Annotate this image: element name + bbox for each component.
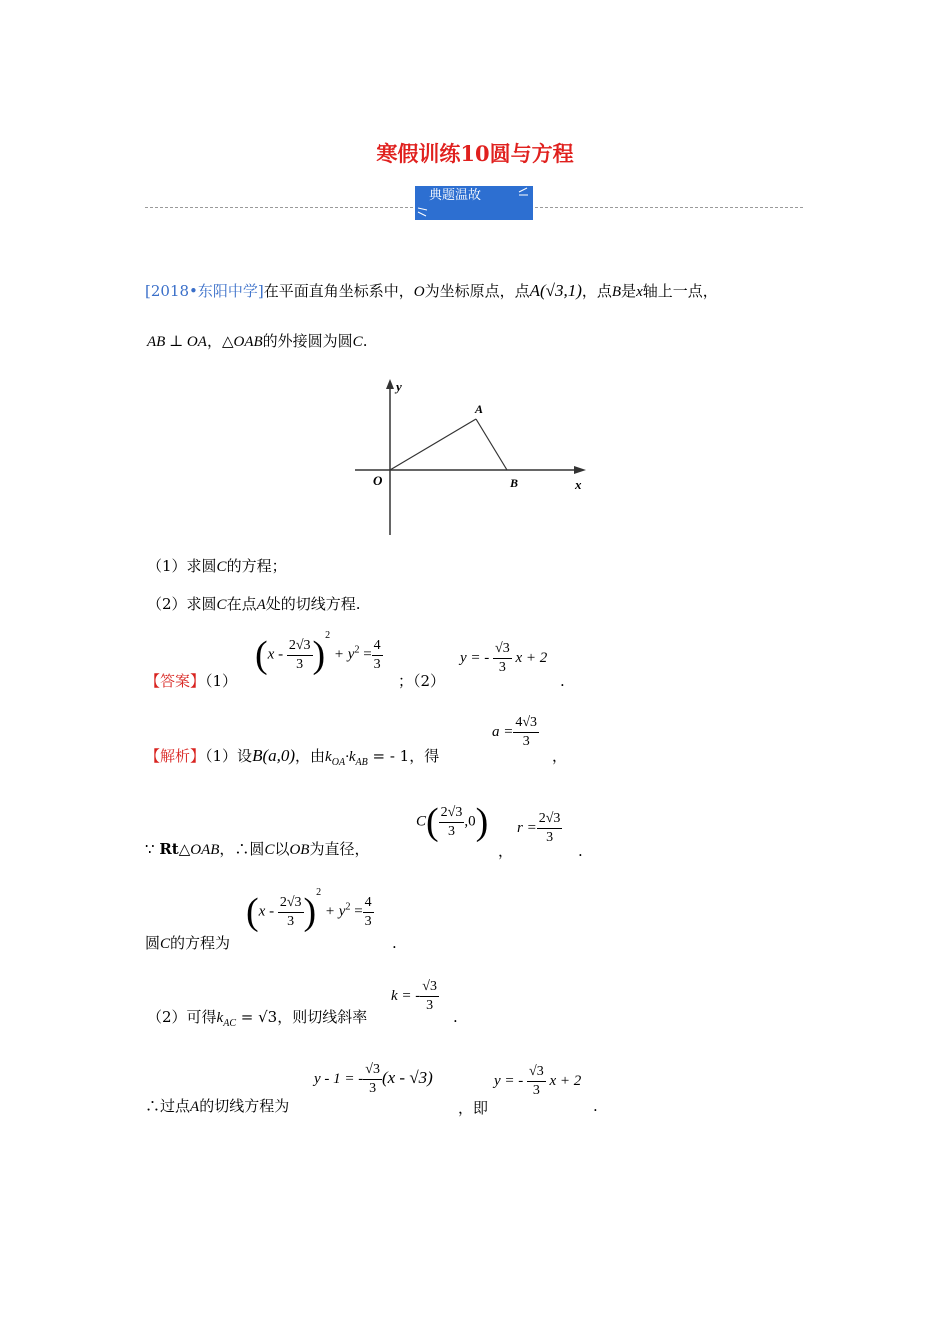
analysis-text: ∴过点 [145, 1097, 191, 1115]
numerator: √3 [363, 1061, 382, 1080]
perp-relation: AB ⊥ OA [147, 334, 207, 350]
math-text: x + 2 [515, 649, 548, 666]
answer-sep: ；（2） [398, 672, 446, 690]
math-text: = √3 [240, 1008, 278, 1026]
fraction [420, 978, 439, 1015]
var-C: C [216, 559, 227, 575]
analysis-text: ，得 [409, 747, 440, 765]
math-text: x + 2 [549, 1072, 582, 1089]
analysis-text: （1）设 [205, 747, 253, 765]
math-sub: AB [355, 757, 368, 768]
coordinate-figure [350, 375, 595, 540]
section-banner-label: 典题温故 [429, 188, 482, 203]
denominator: 3 [532, 1083, 540, 1098]
divider-left [145, 207, 413, 208]
analysis-line-3 [145, 932, 230, 953]
analysis-period: . [392, 934, 397, 952]
math-text: Rt [159, 840, 179, 858]
math-text: k = - [391, 987, 421, 1004]
point-B-label: B [510, 476, 519, 490]
analysis-text: ∵ [145, 840, 160, 858]
analysis-text: ，则切线斜率 [277, 1008, 368, 1026]
denominator: 3 [522, 734, 530, 749]
paren-close: ) [303, 891, 317, 933]
numerator: √3 [527, 1063, 546, 1082]
var-C: C [160, 936, 171, 952]
answer-label-line [145, 670, 237, 691]
paren-close: ) [475, 801, 489, 843]
answer-end: . [560, 672, 565, 690]
paren-open: ( [426, 801, 439, 843]
var-C: C [216, 597, 227, 613]
denominator: 3 [426, 998, 434, 1013]
problem-line-2 [147, 330, 367, 351]
var-C: C [352, 334, 363, 350]
analysis-comma: ， [552, 747, 568, 765]
analysis-line-2 [145, 838, 369, 859]
question-text: 的方程； [226, 557, 287, 575]
paren-open: ( [255, 634, 268, 676]
denominator: 3 [373, 656, 381, 672]
math-sub: AC [223, 1018, 236, 1029]
problem-line-1 [145, 280, 718, 301]
x-axis-label: x [575, 477, 582, 492]
question-text: 在点 [226, 595, 257, 613]
paren-close: ) [312, 634, 326, 676]
analysis-period: . [578, 842, 583, 860]
var-OB: OB [289, 842, 310, 858]
answer-equation-2 [460, 640, 547, 677]
fraction [537, 810, 563, 847]
math-text: r = [517, 819, 537, 836]
denominator: 3 [296, 656, 304, 672]
analysis-text: ，由 [295, 747, 326, 765]
radius-r [517, 810, 562, 847]
numerator: √3 [493, 640, 512, 659]
answer-text: （1） [205, 672, 238, 690]
denominator: 3 [287, 913, 295, 929]
divider-right [535, 207, 803, 208]
question-1 [147, 555, 287, 576]
math-text: y = - [460, 649, 490, 666]
fraction [287, 637, 313, 674]
segment-OA [390, 419, 476, 470]
point-A-label: A [475, 402, 484, 416]
math-text: = [363, 646, 372, 663]
question-text: （1）求圆 [147, 557, 217, 575]
numerator: 2√3 [278, 894, 304, 913]
circle-equation: (x - $\frac{2√3}{3}$ )$^2 + y^2$ = $\frac{4}{3}$ [246, 887, 372, 933]
math-text: ·k [345, 749, 356, 765]
denominator: 3 [546, 830, 554, 845]
numerator: 2√3 [287, 637, 313, 656]
origin-label: O [373, 473, 383, 488]
numerator: 2√3 [537, 810, 563, 829]
problem-text: 在平面直角坐标系中， [263, 282, 414, 300]
triangle-OAB: △OAB [221, 334, 263, 350]
analysis-label: 【解析】 [145, 747, 206, 765]
analysis-line-4 [147, 1006, 367, 1029]
problem-source: [2018•东阳中学] [145, 282, 264, 300]
section-banner [415, 186, 533, 220]
var-B: B [611, 284, 622, 300]
problem-text: 轴上一点， [642, 282, 718, 300]
analysis-text: ，即 [458, 1099, 489, 1117]
fraction [372, 637, 383, 674]
denominator: 3 [369, 1081, 377, 1096]
var-x: x [636, 284, 643, 300]
analysis-text: 圆 [145, 934, 161, 952]
problem-text: 是 [621, 282, 637, 300]
fraction [278, 894, 304, 931]
tangent-equation-1 [314, 1061, 433, 1098]
math-text: C [416, 813, 427, 830]
var-A: A [256, 597, 266, 613]
math-sub: OA [331, 757, 346, 768]
analysis-line-1 [145, 745, 439, 768]
fraction [527, 1063, 546, 1100]
slope-k [391, 978, 439, 1015]
denominator: 3 [364, 913, 372, 929]
question-2 [147, 593, 361, 614]
analysis-text: ，∴圆 [219, 840, 265, 858]
math-text: k [216, 1010, 224, 1026]
var-O: O [413, 284, 425, 300]
x-axis-arrow-icon [574, 466, 586, 474]
denominator: 3 [498, 660, 506, 675]
analysis-period: . [593, 1097, 598, 1115]
y-axis-label: y [396, 379, 402, 394]
problem-text: 的外接圆为圆 [262, 332, 353, 350]
math-text: = - 1 [372, 747, 410, 765]
fraction [493, 640, 512, 677]
fraction [363, 894, 374, 931]
analysis-text: 的切线方程为 [199, 1097, 290, 1115]
numerator: 2√3 [439, 804, 465, 823]
math-text: x - [258, 903, 275, 920]
var-C: C [264, 842, 275, 858]
analysis-a-value [492, 714, 539, 751]
point-A-coord: A(√3,1) [529, 281, 582, 300]
numerator: √3 [420, 978, 439, 997]
var-A: A [190, 1099, 200, 1115]
banner-decoration-icon [415, 186, 533, 220]
answer-equation-1: (x - $\frac{2√3}{3}$ )$^2 + y^2$ = $\frac{4}{3}$ [255, 630, 381, 676]
math-text: a = [492, 723, 514, 740]
segment-AB [476, 419, 507, 470]
point-B-coord: B(a,0) [252, 746, 296, 765]
answer-label: 【答案】 [145, 672, 206, 690]
math-text: + y [333, 646, 355, 663]
numerator: 4 [372, 637, 383, 656]
math-text: △OAB [178, 842, 220, 858]
problem-text: 为坐标原点，点 [424, 282, 530, 300]
math-text: ,0 [464, 813, 476, 830]
math-text: y = - [494, 1072, 524, 1089]
analysis-text: （2）可得 [147, 1008, 217, 1026]
analysis-text: 为直径， [309, 840, 370, 858]
fraction [513, 714, 539, 751]
numerator: 4√3 [513, 714, 539, 733]
fraction [439, 804, 465, 841]
page-title: 寒假训练10圆与方程 [376, 141, 574, 166]
problem-text: . [362, 332, 368, 350]
tangent-equation-2 [494, 1063, 581, 1100]
analysis-comma: ， [498, 842, 514, 860]
math-text: y - 1 = - [314, 1070, 364, 1087]
fraction [363, 1061, 382, 1098]
y-axis-arrow-icon [386, 379, 394, 389]
math-text: k [325, 749, 332, 765]
numerator: 4 [363, 894, 374, 913]
math-text: = [354, 903, 363, 920]
denominator: 3 [448, 823, 456, 839]
problem-text: ，点 [581, 282, 612, 300]
center-C [416, 803, 488, 841]
math-text: + y [324, 903, 346, 920]
analysis-text: 的方程为 [170, 934, 231, 952]
question-text: 处的切线方程. [265, 595, 361, 613]
paren-open: ( [246, 891, 259, 933]
question-text: （2）求圆 [147, 595, 217, 613]
problem-text: ， [206, 332, 222, 350]
analysis-line-5 [145, 1095, 289, 1116]
math-text: (x - √3) [381, 1067, 433, 1087]
analysis-period: . [453, 1008, 458, 1026]
analysis-text: 以 [274, 840, 290, 858]
math-text: x - [267, 646, 284, 663]
